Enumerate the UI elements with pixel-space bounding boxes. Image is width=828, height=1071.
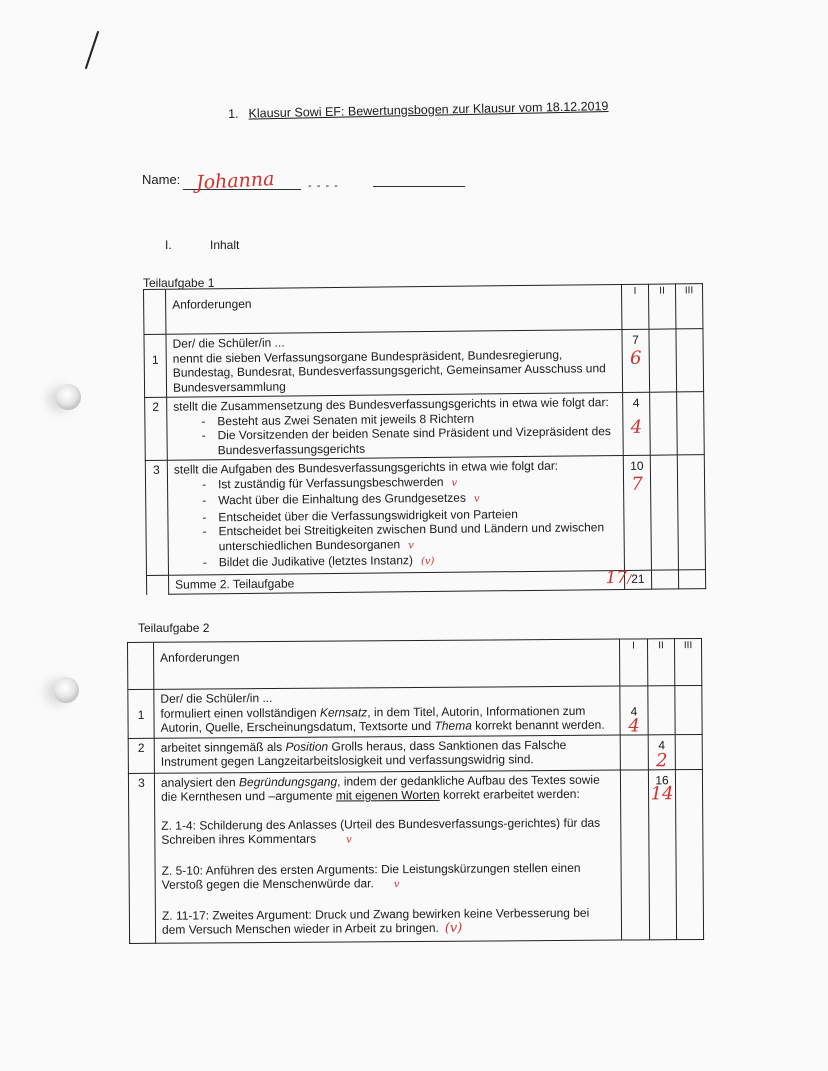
- sum-score-handwritten: 17: [605, 567, 628, 588]
- awarded-points-handwritten: 4: [630, 416, 643, 438]
- check-mark: v: [346, 834, 352, 846]
- awarded-points-handwritten: 4: [628, 714, 640, 737]
- points-cell: [648, 734, 675, 772]
- max-points: 4: [658, 737, 666, 752]
- points-cell: [620, 686, 648, 735]
- row-number: 1: [144, 334, 167, 397]
- row-text: [167, 392, 624, 460]
- row-number: 1: [128, 689, 154, 738]
- col-header-III: III: [674, 638, 701, 685]
- check-mark: v: [393, 879, 400, 891]
- list-item: - Die Vorsitzenden der beiden Senate sind Präsident und Vizepräsident des Bundesverfassungsgerichts: [191, 424, 616, 457]
- list-item: Z. 1-4: Schilderung des Anlasses (Urteil des Bundesverfassungs-gerichtes) für das Schreiben ihres Kommentars v: [161, 815, 601, 847]
- row-text: [166, 329, 623, 397]
- row-text: [167, 455, 624, 574]
- row-number: 2: [145, 397, 168, 460]
- intro-text: Der/ die Schüler/in ...: [172, 335, 285, 351]
- punch-hole-bottom: [53, 677, 79, 703]
- row-3-text: stellt die Aufgaben des Bundesverfassungsgerichts in etwa wie folgt dar:: [173, 458, 559, 477]
- max-points: 4: [632, 395, 640, 410]
- name-label: Name:: [142, 172, 181, 187]
- col-header-III: III: [675, 284, 702, 329]
- row-text: [154, 770, 621, 943]
- task1-heading: Teilaufgabe 1: [143, 276, 215, 290]
- task1-header-row: [144, 284, 703, 335]
- student-name-handwritten: Johanna: [195, 167, 275, 195]
- list-item: - Entscheidet über die Verfassungswidrigkeit von Parteien: [192, 506, 617, 525]
- list-item: - Ist zuständig für Verfassungsbeschwerden v: [192, 473, 617, 494]
- list-item: Z. 5-10: Anführen des ersten Arguments: Die Leistungskürzungen stellen einen Verstoß gegen die Menschenwürde dar. v: [161, 860, 581, 892]
- list-item: - Besteht aus Zwei Senaten mit jeweils 8 Richtern: [191, 410, 616, 429]
- table-row: [145, 455, 705, 575]
- task2-table: [127, 638, 704, 944]
- check-mark: v: [451, 477, 458, 489]
- check-mark: (v): [444, 920, 463, 936]
- task1-table: [143, 283, 706, 595]
- awarded-points-handwritten: 14: [650, 783, 674, 805]
- list-item: - Wacht über die Einhaltung des Grundgesetzes v: [192, 489, 617, 510]
- col-header-I: I: [619, 639, 647, 686]
- points-cell: [622, 329, 650, 392]
- table-row: [145, 392, 705, 461]
- name-underline-2: [373, 186, 465, 187]
- row-2-text: arbeitet sinngemäß als Position Grolls heraus, dass Sanktionen das Falsche Instrument gegen Langzeitarbeitslosigkeit und verfassungswidrig sind.: [160, 737, 567, 769]
- punch-hole-top: [55, 384, 81, 410]
- col-header-II: II: [648, 284, 675, 329]
- row-text: [154, 686, 620, 738]
- col-header-II: II: [647, 639, 674, 686]
- check-mark: (v): [420, 555, 435, 568]
- requirements-label: Anforderungen: [154, 639, 620, 689]
- sum-max: 21: [631, 571, 645, 586]
- row-number: 2: [128, 738, 154, 773]
- max-points: 4: [630, 704, 638, 719]
- row-1-text: formuliert einen vollständigen Kernsatz, in dem Titel, Autorin, Informationen zum Autorin, Quelle, Erscheinungsdatum, Textsorte und Thema korrekt benannt werden.: [160, 703, 605, 735]
- awarded-points-handwritten: 7: [631, 473, 643, 495]
- row-3-text: analysiert den Begründungsgang, indem der gedankliche Aufbau des Textes sowie die Kernthesen und –argumente mit eigenen Worten korrekt erarbeitet werden:: [160, 772, 600, 804]
- bullet-list: [174, 473, 618, 573]
- document-title: [228, 99, 609, 121]
- points-cell: [623, 392, 651, 455]
- bullet-list: [173, 410, 616, 458]
- list-item: - Entscheidet bei Streitigkeiten zwischen Bund und Ländern und zwischen unterschiedlichen Bundesorganen v: [192, 520, 617, 555]
- row-1-text: nennt die sieben Verfassungsorgane Bundespräsident, Bundesregierung, Bundestag, Bundesrat, Bundesverfassungsgericht, Gemeinsamer Ausschuss und Bundesversammlung: [172, 347, 606, 395]
- awarded-points-handwritten: 2: [656, 750, 668, 772]
- points-cell: [623, 455, 651, 570]
- list-item: Z. 11-17: Zweites Argument: Druck und Zwang bewirken keine Verbesserung bei dem Versuch Menschen wieder in Arbeit zu bringen. (v): [161, 905, 590, 937]
- max-points: 16: [655, 772, 669, 787]
- awarded-points-handwritten: 6: [629, 347, 642, 369]
- sum-label: Summe 2. Teilaufgabe: [168, 570, 624, 594]
- section-title: Inhalt: [210, 238, 240, 252]
- title-text: Klausur Sowi EF: Bewertungsbogen zur Klausur vom 18.12.2019: [248, 99, 609, 121]
- col-header-I: I: [621, 284, 648, 329]
- table-row: [144, 329, 704, 398]
- check-mark: v: [473, 493, 480, 505]
- row-2-text: stellt die Zusammensetzung des Bundesverfassungsgerichts in etwa wie folgt dar:: [173, 395, 609, 414]
- table-row: [128, 685, 702, 738]
- table-row: [128, 769, 703, 943]
- row-number: 3: [145, 460, 168, 575]
- title-number: 1.: [228, 106, 239, 121]
- points-cell: [648, 769, 676, 939]
- section-number: I.: [165, 238, 172, 252]
- task2-header-row: [128, 638, 702, 689]
- max-points: 7: [632, 332, 639, 347]
- check-mark: v: [408, 539, 414, 551]
- name-dots: - - - -: [308, 180, 339, 192]
- table-row: [128, 734, 702, 773]
- max-points: 10: [630, 458, 644, 473]
- row-text: [154, 735, 620, 773]
- pen-stroke-mark: [82, 30, 102, 70]
- requirements-label: Anforderungen: [166, 284, 622, 334]
- row-number: 3: [128, 773, 155, 943]
- task2-heading: Teilaufgabe 2: [138, 621, 210, 635]
- sum-points-cell: 17/21: [624, 570, 651, 590]
- list-item: - Bildet die Judikative (letztes Instanz) (v): [193, 551, 618, 572]
- intro-text: Der/ die Schüler/in ...: [160, 690, 273, 706]
